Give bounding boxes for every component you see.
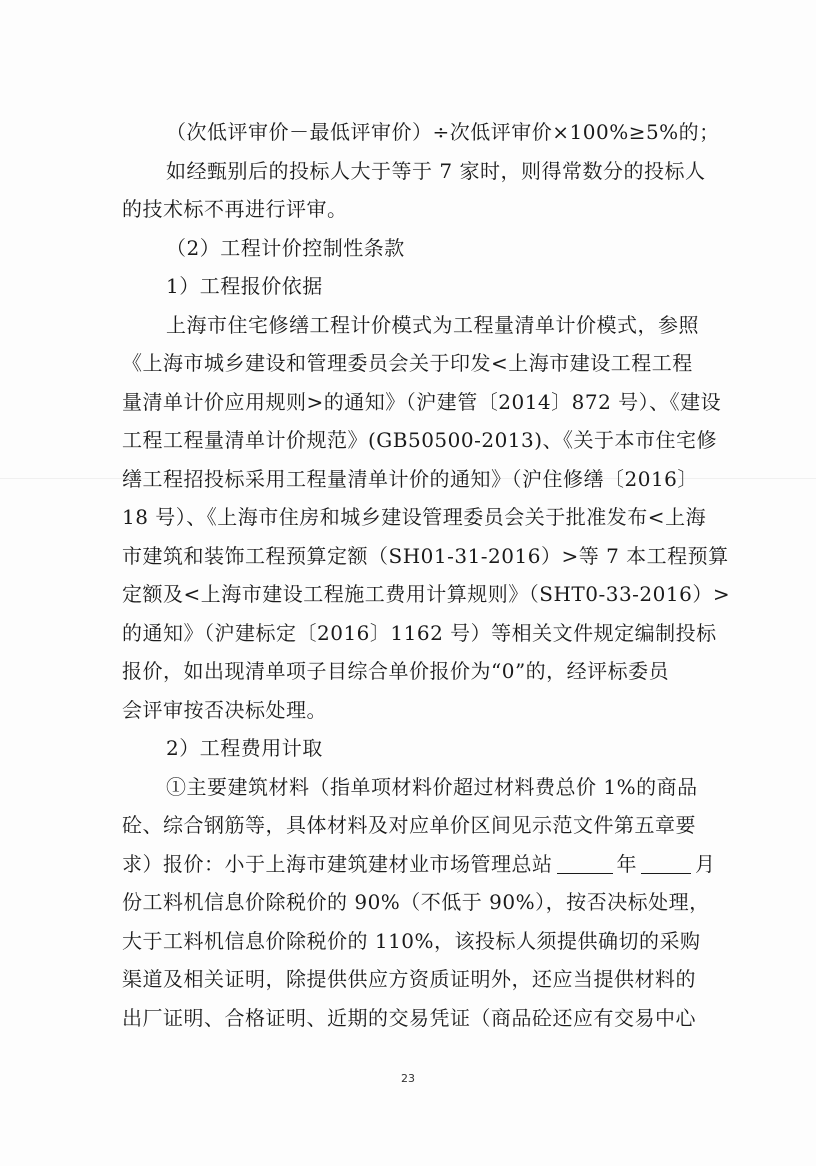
text-line: 报价，如出现清单项子目综合单价报价为“0”的，经评标委员 [122, 659, 670, 683]
year-label: 年 [616, 851, 637, 876]
text-line: 大于工料机信息价除税价的 110%，该投标人须提供确切的采购 [122, 928, 701, 953]
text-line: 出厂证明、合格证明、近期的交易凭证（商品砼还应有交易中心 [122, 1005, 696, 1030]
text-line: 渠道及相关证明，除提供供应方资质证明外，还应当提供材料的 [122, 967, 696, 991]
text-line: 《上海市城乡建设和管理委员会关于印发<上海市建设工程工程 [122, 351, 693, 375]
text-line: 份工料机信息价除税价的 90%（不低于 90%），按否决标处理， [122, 890, 710, 914]
text-line: 上海市住宅修缮工程计价模式为工程量清单计价模式，参照 [166, 312, 699, 337]
year-blank-field [557, 851, 613, 874]
text-line: 的通知》（沪建标定〔2016〕1162 号）等相关文件规定编制投标 [122, 620, 717, 645]
subsection-heading: 2）工程费用计取 [166, 736, 323, 760]
text-line: 市建筑和装饰工程预算定额（SH01-31-2016）>等 7 本工程预算 [122, 543, 729, 568]
month-label: 月 [695, 851, 716, 876]
page-number: 23 [401, 1072, 415, 1085]
text-line: 18 号）、《上海市住房和城乡建设管理委员会关于批准发布<上海 [122, 505, 707, 529]
text-line: 的技术标不再进行评审。 [122, 197, 348, 221]
text-line: 定额及<上海市建设工程施工费用计算规则》（SHT0-33-2016）> [122, 582, 731, 606]
text-line: 量清单计价应用规则>的通知》（沪建管〔2014〕872 号）、《建设 [122, 389, 722, 414]
text-line: 会评审按否决标处理。 [122, 697, 327, 722]
subsection-heading: 1）工程报价依据 [166, 274, 323, 298]
text-line: （次低评审价－最低评审价）÷次低评审价×100%≥5%的； [166, 120, 720, 144]
text-line: 砼、综合钢筋等，具体材料及对应单价区间见示范文件第五章要 [122, 813, 696, 837]
text-line: 缮工程招投标采用工程量清单计价的通知》（沪住修缮〔2016〕 [122, 466, 698, 491]
text-line: 如经甄别后的投标人大于等于 7 家时，则得常数分的投标人 [166, 158, 706, 183]
text-line: ①主要建筑材料（指单项材料价超过材料费总价 1%的商品 [166, 774, 698, 799]
section-heading: （2）工程计价控制性条款 [166, 235, 405, 260]
price-line [122, 845, 716, 884]
document-body [122, 113, 731, 1037]
month-blank-field [641, 851, 691, 874]
text-line: 工程工程量清单计价规范》(GB50500-2013)、《关于本市住宅修 [122, 428, 718, 452]
price-line-prefix: 求）报价：小于上海市建筑建材业市场管理总站 [122, 851, 553, 876]
